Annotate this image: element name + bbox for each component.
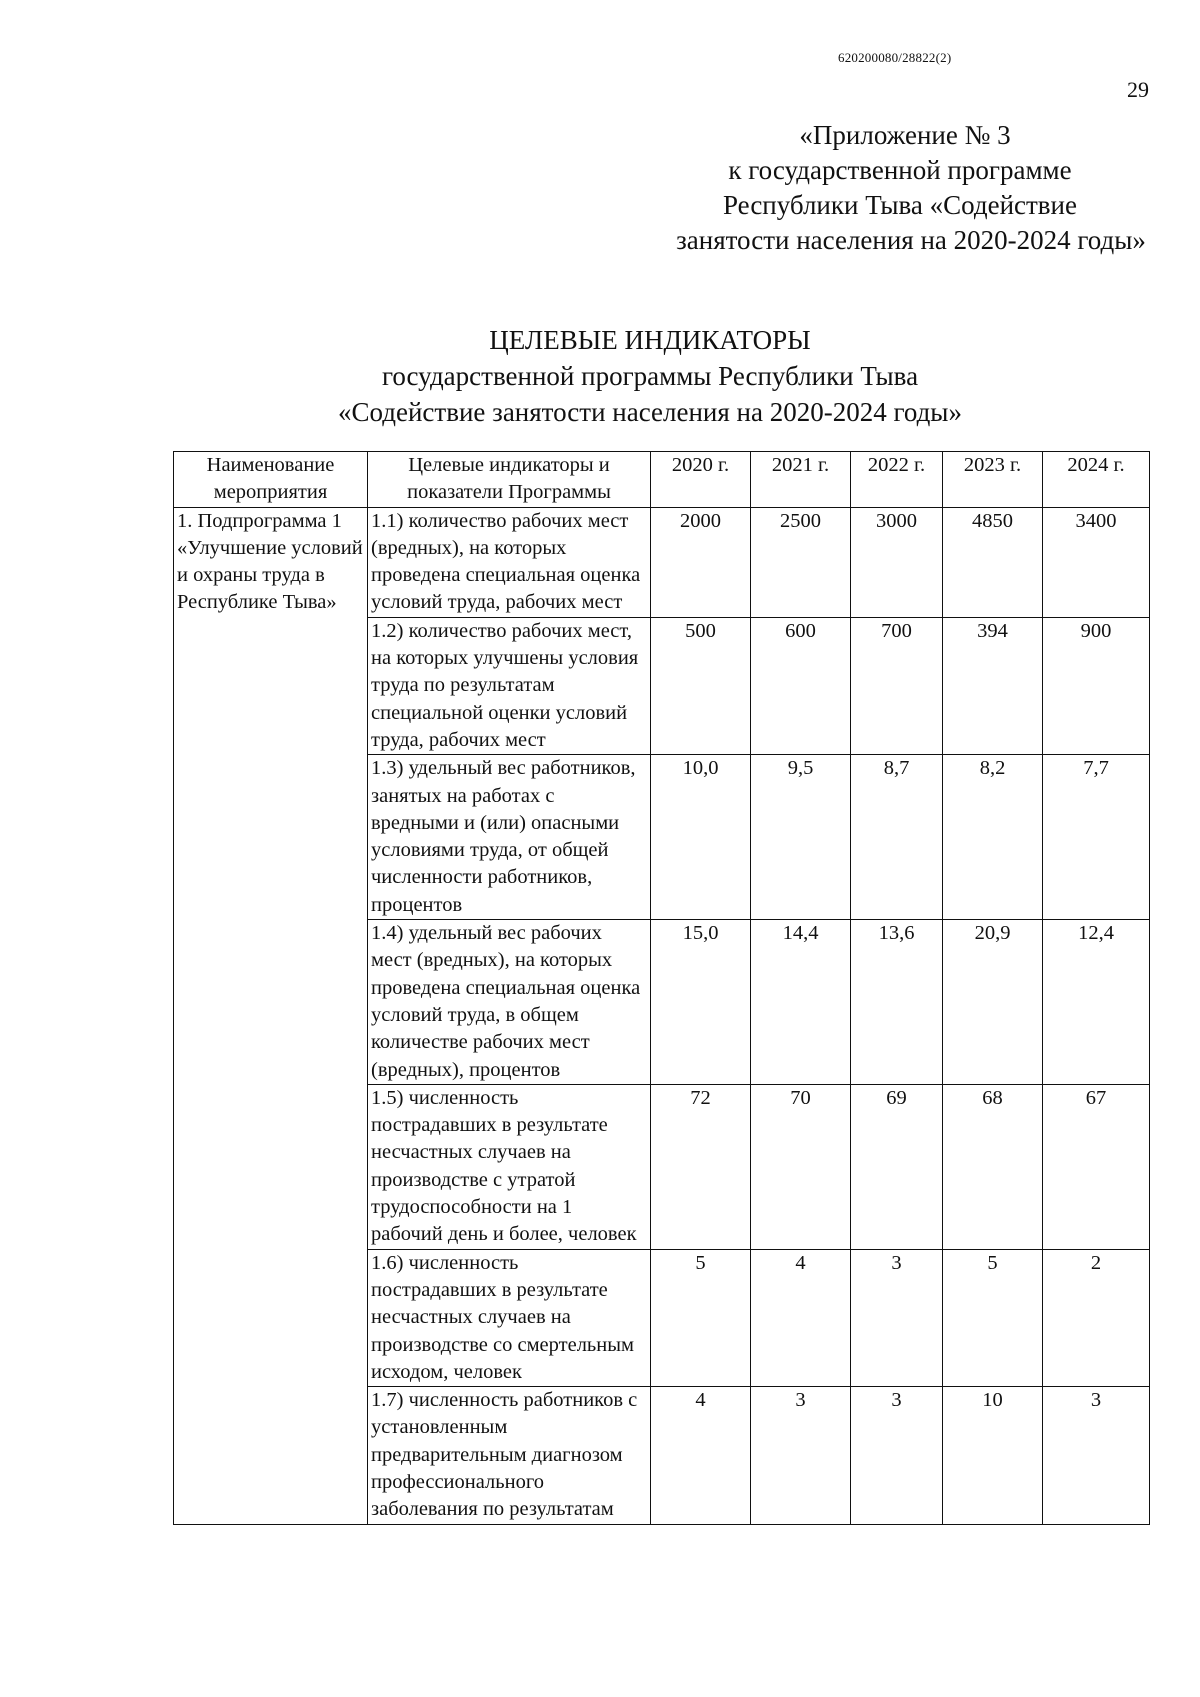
value-cell: 20,9 xyxy=(943,920,1043,1085)
title-line: ЦЕЛЕВЫЕ ИНДИКАТОРЫ xyxy=(489,325,811,355)
indicator-cell: 1.7) численность работников с установленным предварительным диагнозом профессионального заболевания по результатам xyxy=(368,1387,651,1524)
value-cell: 5 xyxy=(651,1249,751,1386)
indicator-cell: 1.5) численность пострадавших в результате несчастных случаев на производстве с утратой трудоспособности на 1 рабочий день и более, человек xyxy=(368,1084,651,1249)
value-cell: 600 xyxy=(751,617,851,754)
indicators-table xyxy=(173,451,1150,1525)
value-cell: 394 xyxy=(943,617,1043,754)
header-event: Наименование мероприятия xyxy=(174,452,368,508)
indicator-cell: 1.3) удельный вес работников, занятых на работах с вредными и (или) опасными условиями труда, от общей численности работников, процентов xyxy=(368,755,651,920)
value-cell: 7,7 xyxy=(1043,755,1150,920)
value-cell: 8,2 xyxy=(943,755,1043,920)
appendix-line: Республики Тыва «Содействие xyxy=(723,190,1077,220)
appendix-line: занятости населения на 2020-2024 годы» xyxy=(676,225,1146,255)
indicator-cell: 1.6) численность пострадавших в результате несчастных случаев на производстве со смертельным исходом, человек xyxy=(368,1249,651,1386)
event-cell: 1. Подпрограмма 1 «Улучшение условий и охраны труда в Республике Тыва» xyxy=(174,507,368,1524)
value-cell: 3000 xyxy=(851,507,943,617)
header-year: 2021 г. xyxy=(751,452,851,508)
value-cell: 10 xyxy=(943,1387,1043,1524)
value-cell: 2 xyxy=(1043,1249,1150,1386)
document-title xyxy=(170,322,1130,430)
value-cell: 2000 xyxy=(651,507,751,617)
value-cell: 13,6 xyxy=(851,920,943,1085)
table-row xyxy=(174,507,1150,617)
value-cell: 700 xyxy=(851,617,943,754)
header-year: 2022 г. xyxy=(851,452,943,508)
appendix-line: «Приложение № 3 xyxy=(799,120,1011,150)
value-cell: 3 xyxy=(851,1249,943,1386)
indicator-cell: 1.1) количество рабочих мест (вредных), на которых проведена специальная оценка условий труда, рабочих мест xyxy=(368,507,651,617)
header-year: 2020 г. xyxy=(651,452,751,508)
value-cell: 72 xyxy=(651,1084,751,1249)
document-code: 620200080/28822(2) xyxy=(838,50,952,65)
value-cell: 70 xyxy=(751,1084,851,1249)
value-cell: 3 xyxy=(1043,1387,1150,1524)
page-number: 29 xyxy=(1127,77,1149,102)
value-cell: 4 xyxy=(751,1249,851,1386)
title-line: «Содействие занятости населения на 2020-2024 годы» xyxy=(338,397,962,427)
header-year: 2023 г. xyxy=(943,452,1043,508)
appendix-line: к государственной программе xyxy=(728,155,1072,185)
value-cell: 14,4 xyxy=(751,920,851,1085)
value-cell: 3 xyxy=(751,1387,851,1524)
value-cell: 10,0 xyxy=(651,755,751,920)
appendix-note xyxy=(600,118,1200,258)
indicator-cell: 1.4) удельный вес рабочих мест (вредных), на которых проведена специальная оценка условий труда, в общем количестве рабочих мест (вредных), процентов xyxy=(368,920,651,1085)
value-cell: 3400 xyxy=(1043,507,1150,617)
value-cell: 15,0 xyxy=(651,920,751,1085)
value-cell: 5 xyxy=(943,1249,1043,1386)
table-header-row xyxy=(174,452,1150,508)
value-cell: 69 xyxy=(851,1084,943,1249)
value-cell: 9,5 xyxy=(751,755,851,920)
value-cell: 900 xyxy=(1043,617,1150,754)
value-cell: 4850 xyxy=(943,507,1043,617)
value-cell: 500 xyxy=(651,617,751,754)
value-cell: 2500 xyxy=(751,507,851,617)
indicator-cell: 1.2) количество рабочих мест, на которых улучшены условия труда по результатам специальной оценки условий труда, рабочих мест xyxy=(368,617,651,754)
value-cell: 12,4 xyxy=(1043,920,1150,1085)
value-cell: 8,7 xyxy=(851,755,943,920)
header-indicator: Целевые индикаторы и показатели Программы xyxy=(368,452,651,508)
value-cell: 68 xyxy=(943,1084,1043,1249)
header-year: 2024 г. xyxy=(1043,452,1150,508)
value-cell: 3 xyxy=(851,1387,943,1524)
value-cell: 4 xyxy=(651,1387,751,1524)
title-line: государственной программы Республики Тыва xyxy=(381,361,919,391)
value-cell: 67 xyxy=(1043,1084,1150,1249)
